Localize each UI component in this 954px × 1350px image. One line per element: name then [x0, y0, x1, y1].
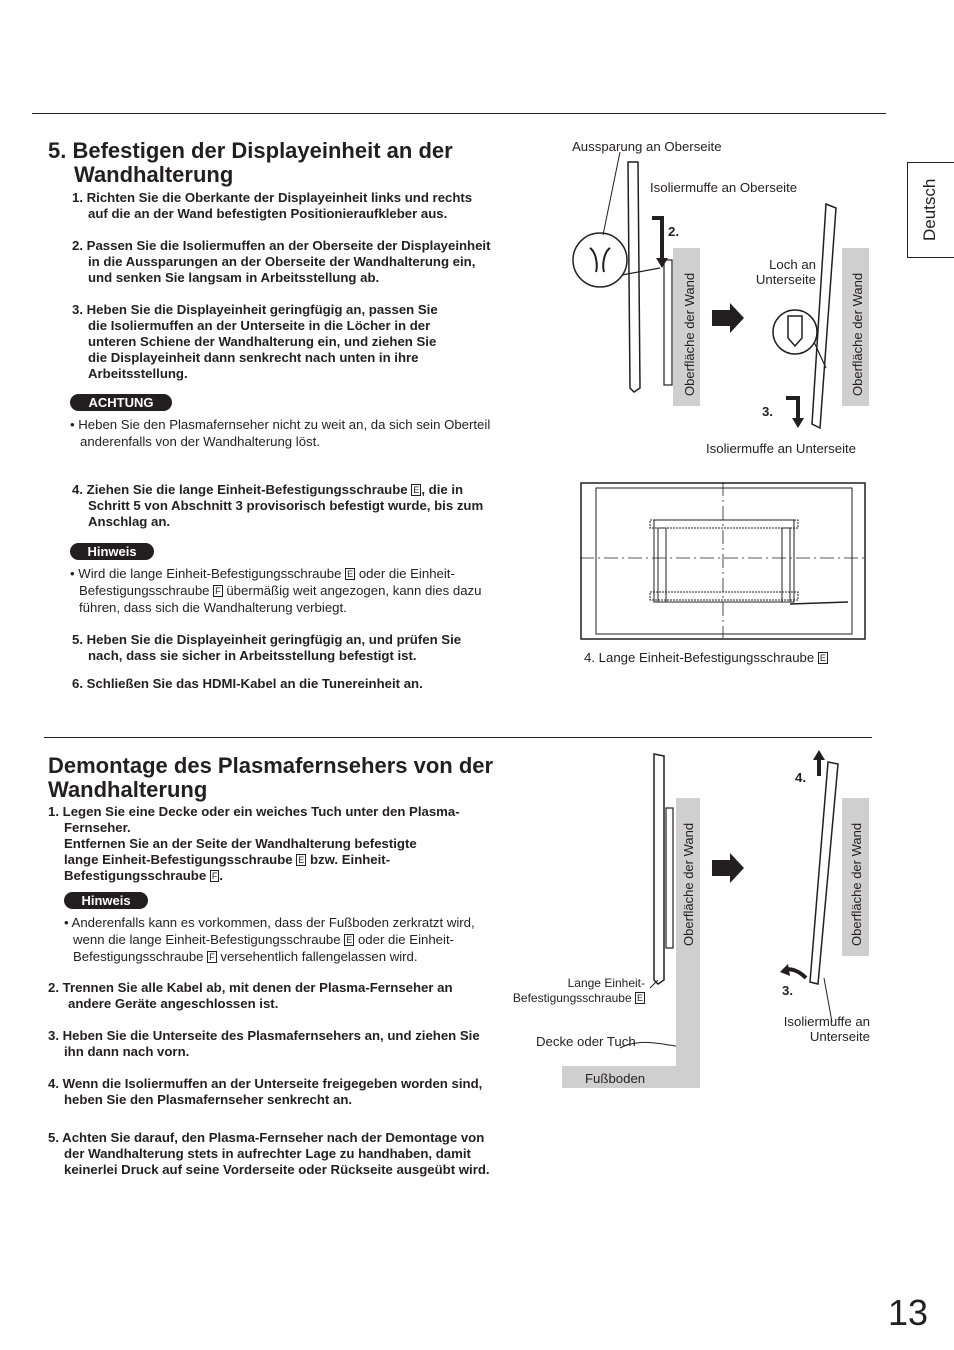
wall-surface-label-3: Oberfläche der Wand	[681, 822, 696, 946]
section1-step-1: 1. Richten Sie die Oberkante der Displayeinheit links und rechts auf die an der Wand befestigten Positionieraufkleber aus.	[72, 190, 473, 221]
top-rule	[32, 113, 886, 114]
section2-rule	[44, 737, 872, 738]
wall-surface-label-1: Oberfläche der Wand	[682, 272, 697, 396]
label-sleeve-bottom-2: Isoliermuffe an Unterseite	[783, 1014, 870, 1044]
section2-step-3: 3. Heben Sie die Unterseite des Plasmafernsehers an, und ziehen Sie ihn dann nach vorn.	[48, 1028, 480, 1059]
label-recess-top: Aussparung an Oberseite	[572, 139, 722, 154]
language-tab: Deutsch	[907, 162, 954, 258]
caution-text: • Heben Sie den Plasmafernseher nicht zu weit an, da sich sein Oberteil anderenfalls von der Wandhalterung löst.	[70, 417, 491, 449]
hint-badge-2: Hinweis	[64, 892, 148, 909]
label-sleeve-top: Isoliermuffe an Oberseite	[650, 180, 798, 195]
section1-step-2: 2. Passen Sie die Isoliermuffen an der Oberseite der Displayeinheit in die Aussparungen an der Oberseite der Wandhalterung ein, und senken Sie langsam in Arbeitsstellung ab.	[72, 238, 491, 285]
wall-surface-label-2: Oberfläche der Wand	[850, 272, 865, 396]
hint-text-1: • Wird die lange Einheit-Befestigungsschraube E oder die Einheit- Befestigungsschraube F übermäßig weit angezogen, kann dies dazu führen, dass sich die Wandhalterung verbiegt.	[70, 566, 482, 615]
label-hole-bottom: Loch an Unterseite	[755, 257, 816, 287]
label-screw: Lange Einheit- Befestigungsschraube E	[512, 976, 645, 1005]
bracket-illustration	[580, 482, 868, 642]
section1-step-4: 4. Ziehen Sie die lange Einheit-Befestigungsschraube E , die in Schritt 5 von Abschnitt 3 provisorisch befestigt wurde, bis zum Anschlag an.	[72, 482, 484, 529]
label-floor: Fußboden	[585, 1071, 646, 1086]
section1-step-6: 6. Schließen Sie das HDMI-Kabel an die Tunereinheit an.	[72, 676, 423, 691]
screw-caption: 4. Lange Einheit-Befestigungsschraube E	[584, 650, 826, 665]
hint-badge-1: Hinweis	[70, 543, 154, 560]
hint-text-2: • Anderenfalls kann es vorkommen, dass der Fußboden zerkratzt wird, wenn die lange Einheit-Befestigungsschraube E oder die Einheit- Befestigungsschraube F versehentlich fallengelassen wird.	[64, 915, 475, 964]
section2-step-1: 1. Legen Sie eine Decke oder ein weiches Tuch unter den Plasma- Fernseher. Entfernen Sie an der Seite der Wandhalterung befestigte lange Einheit-Befestigungsschraube E bzw. Einheit- Befestigungsschraube F .	[48, 804, 460, 883]
section2-step-2: 2. Trennen Sie alle Kabel ab, mit denen der Plasma-Fernseher an andere Geräte angeschlossen ist.	[48, 980, 453, 1011]
section2-title: Demontage des Plasmafernsehers von der Wandhalterung	[48, 753, 494, 802]
label-step3b: 3.	[782, 983, 793, 998]
label-step2: 2.	[668, 224, 679, 239]
section1-title: 5. Befestigen der Displayeinheit an der Wandhalterung	[48, 138, 453, 187]
section2-step-4: 4. Wenn die Isoliermuffen an der Unterseite freigegeben worden sind, heben Sie den Plasmafernseher senkrecht an.	[48, 1076, 483, 1107]
label-step3: 3.	[762, 404, 773, 419]
page-number: 13	[887, 1292, 928, 1333]
label-step4: 4.	[795, 770, 806, 785]
label-sleeve-bottom: Isoliermuffe an Unterseite	[706, 441, 857, 456]
label-blanket: Decke oder Tuch	[536, 1034, 636, 1049]
section1-step-3: 3. Heben Sie die Displayeinheit geringfügig an, passen Sie die Isoliermuffen an der Unterseite in die Löcher in der unteren Schiene der Wandhalterung ein, und ziehen Sie die Displayeinheit dann senkrecht nach unten in ihre Arbeitsstellung.	[72, 302, 438, 381]
section1-step-5: 5. Heben Sie die Displayeinheit geringfügig an, und prüfen Sie nach, dass sie sicher in Arbeitsstellung befestigt ist.	[72, 632, 462, 663]
caution-badge: ACHTUNG	[70, 394, 172, 411]
wall-surface-label-4: Oberfläche der Wand	[849, 822, 864, 946]
section2-step-5: 5. Achten Sie darauf, den Plasma-Fernseher nach der Demontage von der Wandhalterung stets in aufrechter Lage zu handhaben, damit keinerlei Druck auf seine Vorderseite oder Rückseite ausgeübt wird.	[48, 1130, 490, 1177]
